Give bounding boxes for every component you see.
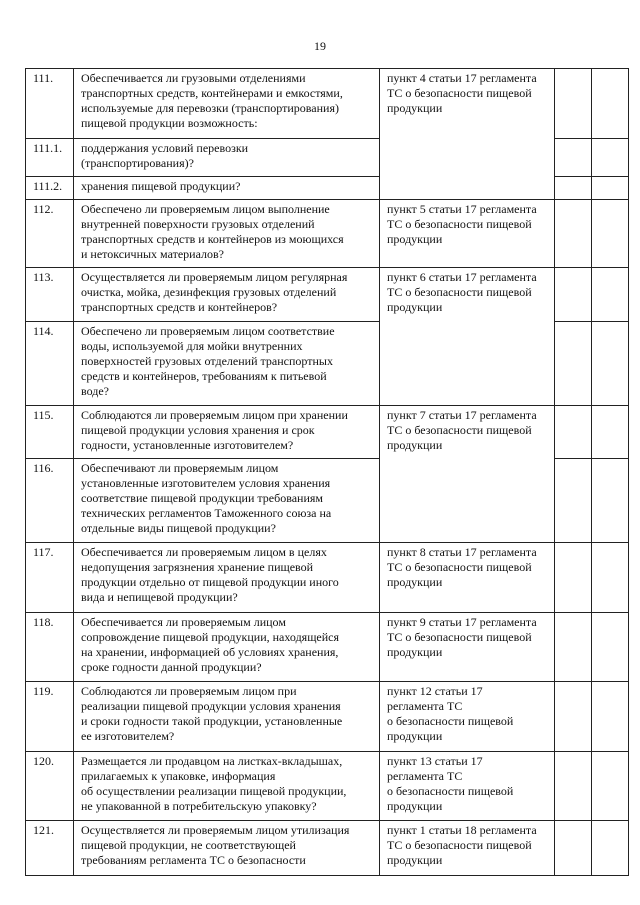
- question-text: Обеспечивают ли проверяемым лицом установленные изготовителем условия хранения соответствие пищевой продукции требованиям технических регламентов Таможенного союза на отдельные виды пищевой продукции?: [81, 461, 332, 535]
- question-text: Размещается ли продавцом на листках-вкладышах, прилагаемых к упаковке, информация об осуществлении реализации пищевой продукции, не упакованной в потребительскую упаковку?: [81, 754, 347, 813]
- note-cell: [592, 406, 629, 459]
- row-number: 114.: [26, 322, 74, 406]
- legal-reference: пункт 9 статьи 17 регламента ТС о безопасности пищевой продукции: [387, 615, 537, 659]
- legal-reference: пункт 8 статьи 17 регламента ТС о безопасности пищевой продукции: [387, 545, 537, 589]
- question-text: Обеспечено ли проверяемым лицом соответствие воды, используемой для мойки внутренних поверхностей грузовых отделений транспортных средств и контейнеров, требованиям к питьевой воде?: [81, 324, 335, 398]
- note-cell: [592, 268, 629, 322]
- legal-reference: пункт 1 статьи 18 регламента ТС о безопасности пищевой продукции: [387, 823, 537, 867]
- question-text: Осуществляется ли проверяемым лицом регулярная очистка, мойка, дезинфекция грузовых отделений транспортных средств и контейнеров?: [81, 270, 348, 314]
- legal-reference: пункт 7 статьи 17 регламента ТС о безопасности пищевой продукции: [387, 408, 537, 452]
- question-text: Соблюдаются ли проверяемым лицом при хранении пищевой продукции условия хранения и срок годности, установленные изготовителем?: [81, 408, 348, 452]
- row-number: 111.: [26, 69, 74, 139]
- table-row: [26, 406, 629, 459]
- row-number: 113.: [26, 268, 74, 322]
- row-number: 111.2.: [26, 177, 74, 200]
- note-cell: [592, 821, 629, 876]
- question-text: Обеспечивается ли проверяемым лицом в целях недопущения загрязнения хранение пищевой продукции отдельно от пищевой продукции иного вида и непищевой продукции?: [81, 545, 339, 604]
- note-cell: [592, 752, 629, 821]
- answer-cell: [555, 543, 592, 613]
- note-cell: [592, 69, 629, 139]
- table-row: [26, 268, 629, 322]
- question-text: Обеспечено ли проверяемым лицом выполнение внутренней поверхности грузовых отделений транспортных средств и контейнеров из моющихся и нетоксичных материалов?: [81, 202, 344, 261]
- answer-cell: [555, 268, 592, 322]
- checklist-table: [25, 68, 629, 876]
- legal-reference: пункт 13 статьи 17 регламента ТС о безопасности пищевой продукции: [387, 754, 514, 813]
- question-text: Соблюдаются ли проверяемым лицом при реализации пищевой продукции условия хранения и сроки годности такой продукции, установленные ее изготовителем?: [81, 684, 343, 743]
- legal-reference: пункт 6 статьи 17 регламента ТС о безопасности пищевой продукции: [387, 270, 537, 314]
- question-text: Осуществляется ли проверяемым лицом утилизация пищевой продукции, не соответствующей требованиям регламента ТС о безопасности: [81, 823, 350, 867]
- question-text: Обеспечивается ли проверяемым лицом сопровождение пищевой продукции, находящейся на хранении, информацией об условиях хранения, сроке годности данной продукции?: [81, 615, 340, 674]
- row-number: 120.: [26, 752, 74, 821]
- row-number: 121.: [26, 821, 74, 876]
- question-text: хранения пищевой продукции?: [81, 179, 241, 193]
- note-cell: [592, 139, 629, 177]
- answer-cell: [555, 406, 592, 459]
- table-row: [26, 543, 629, 613]
- row-number: 116.: [26, 459, 74, 543]
- table-row: [26, 613, 629, 682]
- row-number: 118.: [26, 613, 74, 682]
- question-text: поддержания условий перевозки (транспортирования)?: [81, 141, 249, 170]
- answer-cell: [555, 139, 592, 177]
- page-number: 19: [314, 39, 326, 53]
- note-cell: [592, 177, 629, 200]
- row-number: 111.1.: [26, 139, 74, 177]
- answer-cell: [555, 752, 592, 821]
- answer-cell: [555, 322, 592, 406]
- row-number: 119.: [26, 682, 74, 752]
- answer-cell: [555, 613, 592, 682]
- table-row: [26, 752, 629, 821]
- note-cell: [592, 200, 629, 268]
- table-row: [26, 821, 629, 876]
- note-cell: [592, 682, 629, 752]
- answer-cell: [555, 200, 592, 268]
- answer-cell: [555, 821, 592, 876]
- answer-cell: [555, 459, 592, 543]
- legal-reference: пункт 5 статьи 17 регламента ТС о безопасности пищевой продукции: [387, 202, 537, 246]
- note-cell: [592, 543, 629, 613]
- answer-cell: [555, 682, 592, 752]
- note-cell: [592, 322, 629, 406]
- answer-cell: [555, 177, 592, 200]
- legal-reference: пункт 4 статьи 17 регламента ТС о безопасности пищевой продукции: [387, 71, 537, 115]
- table-row: [26, 69, 629, 139]
- row-number: 115.: [26, 406, 74, 459]
- table-row: [26, 200, 629, 268]
- legal-reference: пункт 12 статьи 17 регламента ТС о безопасности пищевой продукции: [387, 684, 514, 743]
- question-text: Обеспечивается ли грузовыми отделениями транспортных средств, контейнерами и емкостями, используемые для перевозки (транспортирования) пищевой продукции возможность:: [81, 71, 343, 130]
- row-number: 117.: [26, 543, 74, 613]
- table-row: [26, 682, 629, 752]
- row-number: 112.: [26, 200, 74, 268]
- note-cell: [592, 459, 629, 543]
- answer-cell: [555, 69, 592, 139]
- note-cell: [592, 613, 629, 682]
